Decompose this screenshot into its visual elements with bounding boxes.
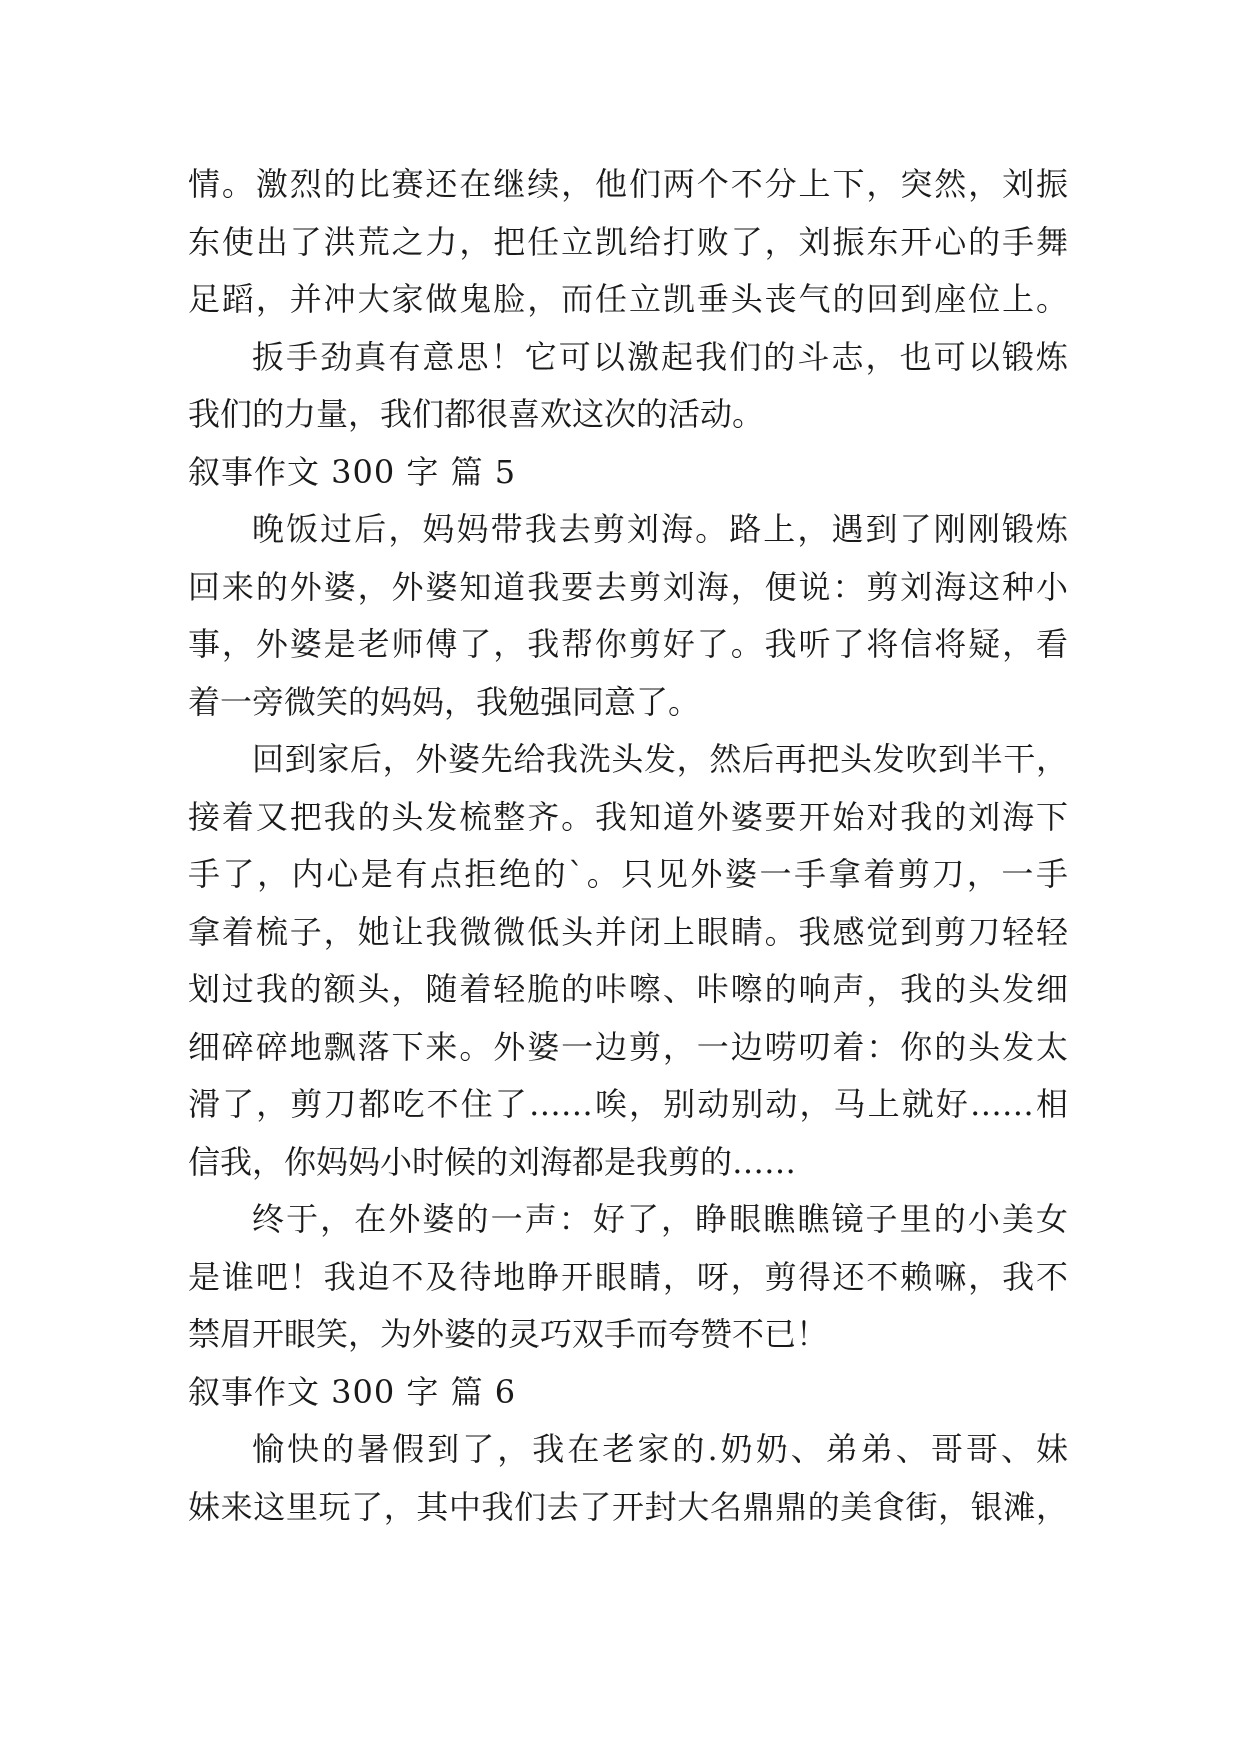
text-line: 东使出了洪荒之力，把任立凯给打败了，刘振东开心的手舞: [188, 222, 1068, 261]
text-line: 细碎碎地飘落下来。外婆一边剪，一边唠叨着：你的头发太: [188, 1027, 1068, 1066]
text-line: 着一旁微笑的妈妈，我勉强同意了。: [188, 682, 701, 721]
text-line: 晚饭过后，妈妈带我去剪刘海。路上，遇到了刚刚锻炼: [252, 510, 1068, 548]
text-line: 终于，在外婆的一声：好了，睁眼瞧瞧镜子里的小美女: [252, 1200, 1068, 1238]
text-line: 愉快的暑假到了，我在老家的.奶奶、弟弟、哥哥、妹: [252, 1430, 1068, 1468]
text-line: 回来的外婆，外婆知道我要去剪刘海，便说：剪刘海这种小: [188, 567, 1068, 606]
text-line: 接着又把我的头发梳整齐。我知道外婆要开始对我的刘海下: [188, 797, 1068, 836]
paragraph: [188, 1191, 1068, 1364]
text-line: 是谁吧！我迫不及待地睁开眼睛，呀，剪得还不赖嘛，我不: [188, 1257, 1068, 1296]
section-heading-6: 叙事作文 300 字 篇 6: [188, 1372, 517, 1411]
paragraph: [188, 731, 1068, 1191]
text-line: 妹来这里玩了，其中我们去了开封大名鼎鼎的美食街，银滩，: [188, 1487, 1068, 1526]
text-line: 事，外婆是老师傅了，我帮你剪好了。我听了将信将疑，看: [188, 625, 1068, 663]
text-line: 扳手劲真有意思！它可以激起我们的斗志，也可以锻炼: [252, 337, 1068, 376]
text-line: 手了，内心是有点拒绝的`。只见外婆一手拿着剪刀，一手: [188, 855, 1068, 893]
paragraph: [188, 156, 1068, 329]
text-line: 足蹈，并冲大家做鬼脸，而任立凯垂头丧气的回到座位上。: [188, 280, 1068, 318]
paragraph: [188, 329, 1068, 444]
text-line: 信我，你妈妈小时候的刘海都是我剪的……: [188, 1142, 797, 1181]
text-line: 滑了，剪刀都吃不住了……唉，别动别动，马上就好……相: [188, 1085, 1068, 1123]
text-line: 回到家后，外婆先给我洗头发，然后再把头发吹到半干，: [252, 740, 1068, 778]
text-line: 划过我的额头，随着轻脆的咔嚓、咔嚓的响声，我的头发细: [188, 970, 1068, 1008]
document-page: [188, 156, 1068, 1536]
paragraph: [188, 1421, 1068, 1536]
section-heading-5: 叙事作文 300 字 篇 5: [188, 452, 517, 491]
paragraph: [188, 501, 1068, 731]
text-line: 情。激烈的比赛还在继续，他们两个不分上下，突然，刘振: [188, 165, 1068, 203]
text-line: 拿着梳子，她让我微微低头并闭上眼睛。我感觉到剪刀轻轻: [188, 912, 1068, 951]
text-line: 禁眉开眼笑，为外婆的灵巧双手而夸赞不已！: [188, 1315, 829, 1353]
text-line: 我们的力量，我们都很喜欢这次的活动。: [188, 395, 765, 433]
